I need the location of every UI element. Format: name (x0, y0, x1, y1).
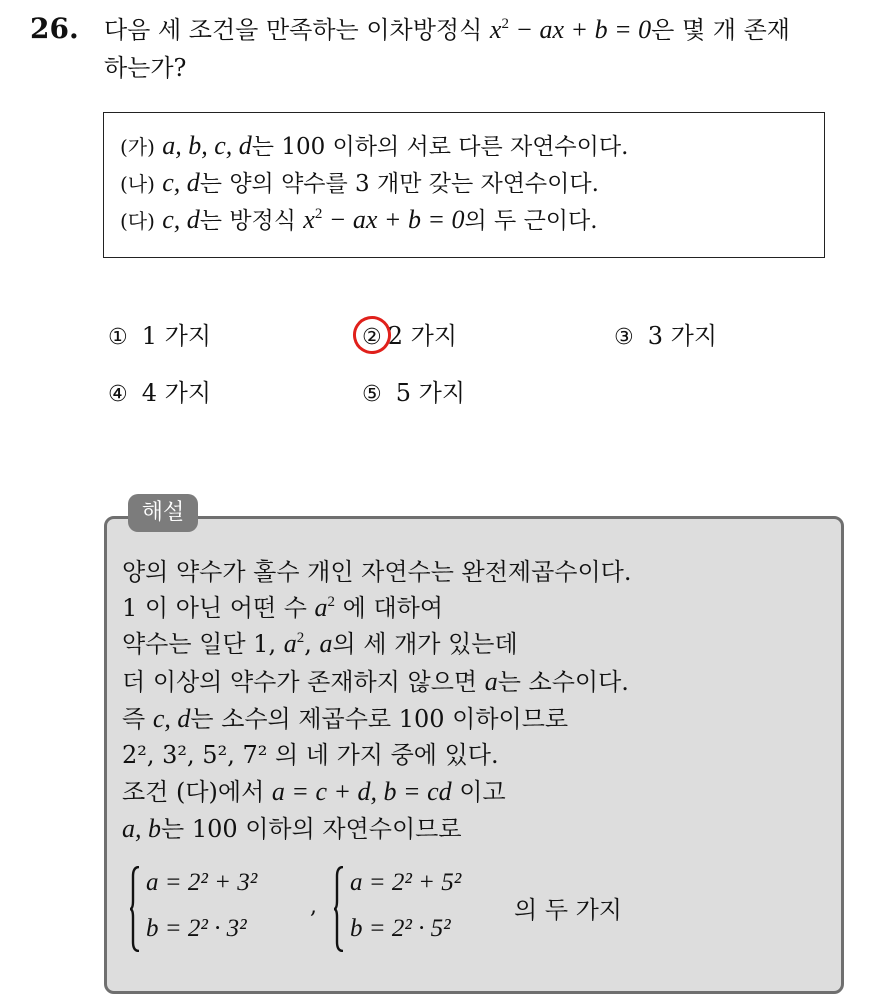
separator-comma: , (310, 894, 317, 919)
solution-line: a, b는 100 이하의 자연수이므로 (122, 814, 462, 843)
choice-4[interactable] (108, 377, 211, 411)
choice-number: ④ (108, 382, 128, 407)
system-equation: b = 2² · 3² (146, 915, 247, 942)
conditions-box (103, 112, 825, 258)
condition-na (120, 168, 599, 199)
question-text-tail: 은 몇 개 존재 (651, 16, 790, 44)
choice-number: ⑤ (362, 382, 382, 407)
solution-line: 약수는 일단 1, $a^2$, a의 세 개가 있는데 (122, 629, 518, 658)
question-equation: $x^2$ − ax + b = 0 (489, 15, 652, 44)
question-text-line1 (104, 14, 790, 46)
choice-label: 2 가지 (387, 322, 458, 350)
question-text: 다음 세 조건을 만족하는 이차방정식 (104, 16, 483, 44)
condition-tag: (나) (120, 172, 155, 196)
system-equation: a = 2² + 5² (350, 869, 462, 896)
choice-label: 3 가지 (647, 322, 718, 350)
solution-line: 2², 3², 5², 7² 의 네 가지 중에 있다. (122, 741, 499, 769)
choice-number: ③ (614, 325, 634, 350)
condition-math: c, d (162, 168, 200, 197)
choice-5[interactable] (362, 377, 465, 411)
left-brace-icon (334, 866, 344, 952)
choice-number: ① (108, 325, 128, 350)
solution-line: 더 이상의 약수가 존재하지 않으면 a는 소수이다. (122, 667, 629, 696)
condition-text: 의 두 근이다. (464, 208, 598, 234)
system-equation: a = 2² + 3² (146, 869, 258, 896)
condition-math: c, d (162, 205, 200, 234)
choice-label: 1 가지 (141, 322, 212, 350)
solution-line: 조건 (다)에서 a = c + d, b = cd 이고 (122, 777, 506, 806)
left-brace-icon (130, 866, 140, 952)
question-number: 26. (30, 12, 79, 45)
condition-ga (120, 131, 628, 162)
solution-tag: 해설 (128, 494, 198, 532)
condition-equation: $x^2$ − ax + b = 0 (303, 205, 465, 234)
condition-math: a, b, c, d (162, 131, 252, 160)
choice-label: 4 가지 (141, 379, 212, 407)
condition-text: 는 양의 약수를 3 개만 갖는 자연수이다. (199, 171, 599, 197)
solution-conclusion: 의 두 가지 (514, 896, 622, 924)
condition-tag: (다) (120, 209, 155, 233)
choice-label: 5 가지 (395, 379, 466, 407)
solution-line: 양의 약수가 홀수 개인 자연수는 완전제곱수이다. (122, 558, 632, 586)
condition-text: 는 방정식 (199, 208, 296, 234)
choice-3[interactable] (614, 320, 717, 354)
solution-line: 1 이 아닌 어떤 수 $a^2$ 에 대하여 (122, 593, 444, 622)
condition-da (120, 205, 598, 236)
question-text-line2: 하는가? (104, 54, 187, 82)
condition-text: 는 100 이하의 서로 다른 자연수이다. (251, 134, 629, 160)
solution-line: 즉 c, d는 소수의 제곱수로 100 이하이므로 (122, 704, 569, 733)
system-equation: b = 2² · 5² (350, 915, 451, 942)
choice-number: ② (362, 325, 382, 350)
condition-tag: (가) (120, 135, 155, 159)
choice-1[interactable] (108, 320, 211, 354)
